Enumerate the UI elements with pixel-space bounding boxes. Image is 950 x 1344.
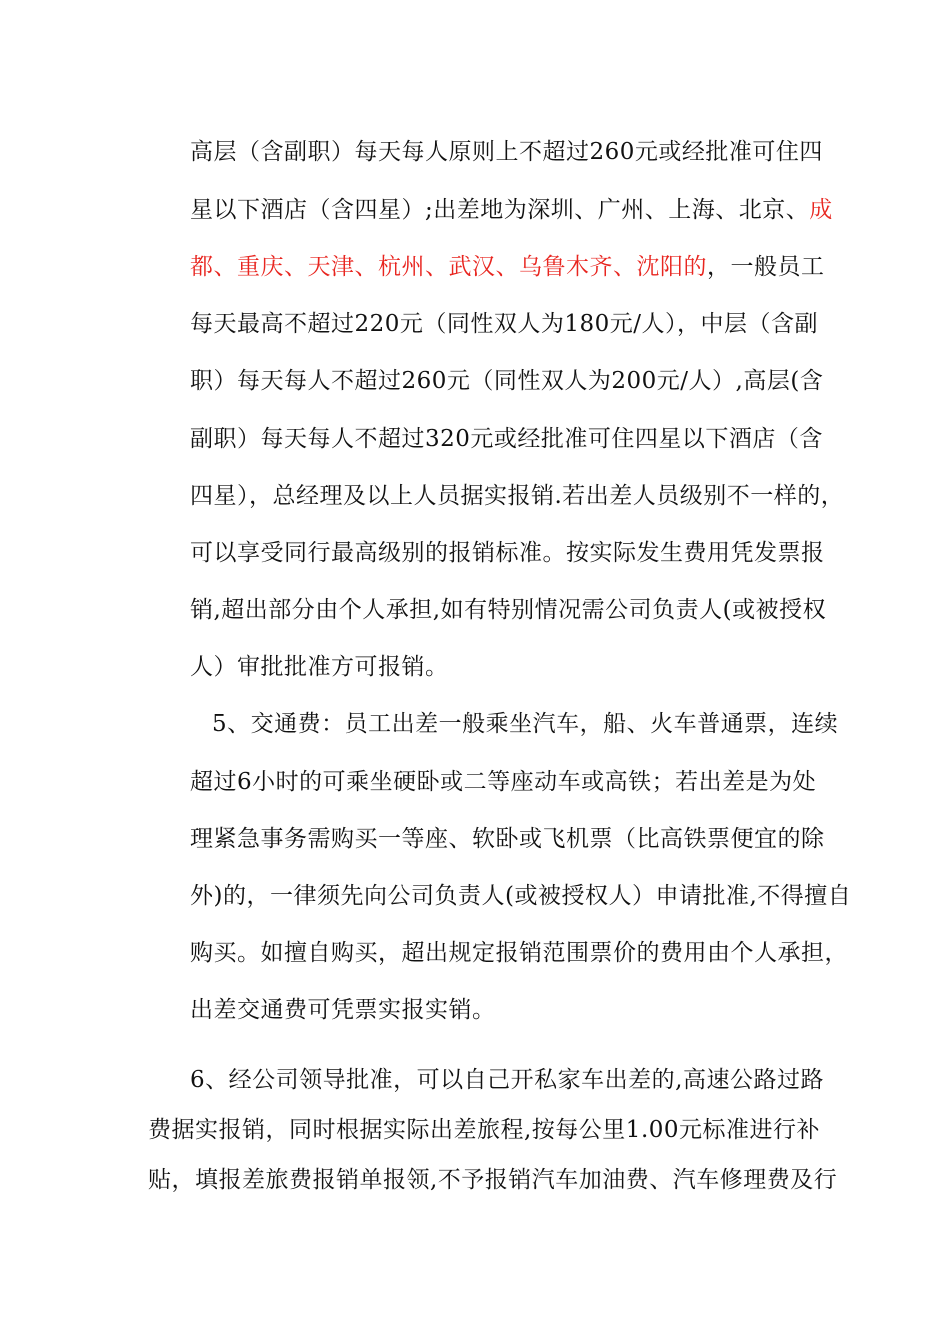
text-line <box>190 252 825 282</box>
text-line: 出差交通费可凭票实报实销。 <box>190 997 496 1023</box>
text-segment: ，一般员工 <box>707 254 825 280</box>
text-line: 人）审批批准方可报销。 <box>190 654 449 680</box>
text-line: 可以享受同行最高级别的报销标准。按实际发生费用凭发票报 <box>190 540 825 566</box>
highlighted-text: 成 <box>809 197 833 223</box>
text-line: 超过6小时的可乘坐硬卧或二等座动车或高铁；若出差是为处 <box>190 769 817 795</box>
text-line: 理紧急事务需购买一等座、软卧或飞机票（比高铁票便宜的除 <box>190 826 825 852</box>
highlighted-text: 都、重庆、天津、杭州、武汉、乌鲁木齐、沈阳的 <box>190 254 707 280</box>
text-line: 销,超出部分由个人承担,如有特别情况需公司负责人(或被授权 <box>190 597 827 623</box>
text-line: 6、经公司领导批准，可以自己开私家车出差的,高速公路过路 <box>190 1067 824 1093</box>
text-line: 副职）每天每人不超过320元或经批准可住四星以下酒店（含 <box>190 426 823 452</box>
text-line <box>190 195 833 225</box>
text-line: 5、交通费：员工出差一般乘坐汽车，船、火车普通票，连续 <box>212 711 839 737</box>
text-line: 每天最高不超过220元（同性双人为180元/人），中层（含副 <box>190 311 819 337</box>
text-line: 贴，填报差旅费报销单报领,不予报销汽车加油费、汽车修理费及行 <box>148 1167 838 1193</box>
text-line: 四星），总经理及以上人员据实报销.若出差人员级别不一样的， <box>190 483 845 509</box>
text-segment: 星以下酒店（含四星）;出差地为深圳、广州、上海、北京、 <box>190 197 810 223</box>
text-line: 职）每天每人不超过260元（同性双人为200元/人）,高层(含 <box>190 368 824 394</box>
text-line: 购买。如擅自购买，超出规定报销范围票价的费用由个人承担， <box>190 940 848 966</box>
text-line: 费据实报销，同时根据实际出差旅程,按每公里1.00元标准进行补 <box>148 1117 821 1143</box>
text-line: 高层（含副职）每天每人原则上不超过260元或经批准可住四 <box>190 139 823 165</box>
text-line: 外)的，一律须先向公司负责人(或被授权人）申请批准,不得擅自 <box>190 883 852 909</box>
